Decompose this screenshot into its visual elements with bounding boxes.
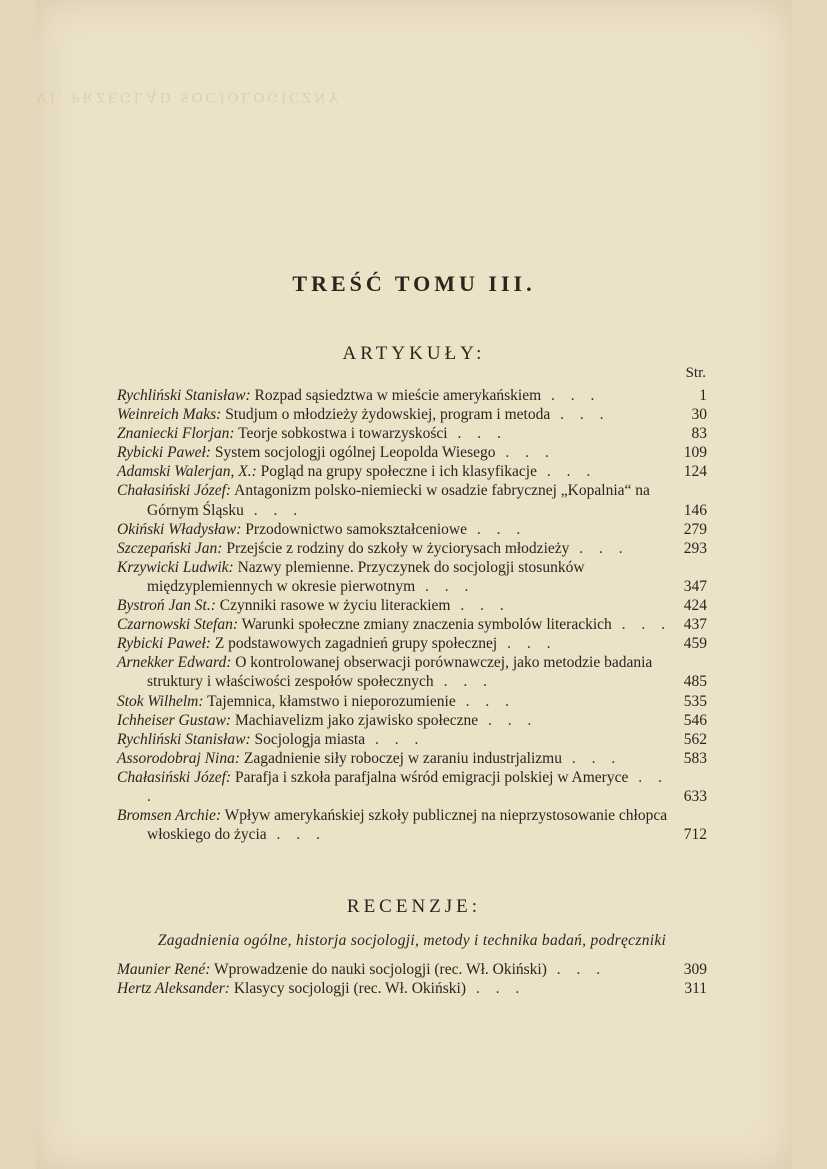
toc-page-number: 583	[683, 749, 707, 767]
toc-title: Zagadnienie siły roboczej w zaraniu industrjalizmu	[243, 749, 562, 767]
toc-page-number: 424	[683, 597, 707, 615]
dot-leader: . . .	[495, 444, 555, 462]
toc-author: Stok Wilhelm:	[117, 692, 204, 710]
dot-leader: . . .	[243, 501, 304, 519]
toc-page-number: 83	[691, 425, 707, 443]
toc-entry-text	[117, 979, 673, 998]
toc-author: Arnekker Edward:	[117, 654, 232, 672]
toc-page-number: 459	[683, 635, 707, 653]
page-column-label: Str.	[685, 365, 706, 381]
toc-page-number: 279	[683, 520, 707, 538]
toc-author: Szczepański Jan:	[117, 539, 223, 557]
toc-entry-text	[117, 405, 673, 424]
toc-title: Przodownictwo samokształceniowe	[245, 520, 467, 538]
dot-leader: . . .	[541, 387, 601, 404]
toc-entry-text	[117, 386, 673, 405]
toc-title: Teorje sobkostwa i towarzyskości	[238, 425, 448, 443]
toc-entry	[117, 481, 707, 519]
toc-entry-text	[117, 481, 673, 519]
toc-author: Bystroń Jan St.:	[117, 597, 216, 615]
toc-author: Hertz Aleksander:	[117, 980, 230, 998]
toc-author: Krzywicki Ludwik:	[117, 558, 234, 576]
toc-author: Maunier René:	[117, 961, 211, 978]
toc-title: Nazwy plemienne. Przyczynek do socjologji stosunków międzyplemiennych w okresie pierwotnym	[147, 558, 585, 595]
toc-title: Parafja i szkoła parafjalna wśród emigracji polskiej w Ameryce	[234, 768, 629, 786]
toc-page-number: 546	[683, 711, 707, 729]
dot-leader: . . .	[365, 730, 425, 748]
toc-entry	[117, 443, 707, 462]
dot-leader: . . .	[450, 597, 510, 615]
toc-title: Studjum o młodzieży żydowskiej, program i metoda	[225, 406, 551, 424]
toc-entry-text	[117, 730, 673, 749]
dot-leader: . . .	[455, 692, 515, 710]
toc-title: Klasycy socjologji (rec. Wł. Okiński)	[233, 980, 466, 998]
toc-entry	[117, 462, 707, 481]
toc-entry-text	[117, 615, 673, 634]
dot-leader: . . .	[466, 520, 527, 538]
toc-page-number: 633	[683, 787, 707, 805]
toc-entry	[117, 558, 707, 596]
toc-entry-text	[117, 462, 673, 481]
dot-leader: . . .	[447, 425, 507, 443]
running-head-bleed-through: VI. PRZEGLĄD SOCJOLOGICZNY	[36, 89, 342, 105]
toc-entry	[117, 520, 707, 539]
dot-leader: . . .	[497, 635, 557, 653]
page-title: TREŚĆ TOMU III.	[292, 271, 536, 296]
toc-title: Wpływ amerykańskiej szkoły publicznej na nieprzystosowanie chłopca włoskiego do życia	[147, 807, 668, 844]
toc-author: Chałasiński Józef:	[117, 482, 232, 500]
toc-entry-text	[117, 558, 673, 596]
toc-entry-text	[117, 634, 673, 653]
toc-page-number: 562	[683, 730, 707, 748]
toc-page-number: 146	[683, 501, 707, 519]
articles-list	[117, 386, 707, 844]
toc-title: Tajemnica, kłamstwo i nieporozumienie	[207, 692, 456, 710]
toc-page-number: 109	[683, 444, 707, 462]
toc-entry	[117, 653, 707, 691]
toc-entry-text	[117, 443, 673, 462]
toc-page-number: 437	[683, 616, 707, 634]
toc-title: Machiavelizm jako zjawisko społeczne	[234, 711, 479, 729]
dot-leader: . . .	[147, 768, 668, 805]
toc-entry-text	[117, 711, 673, 730]
toc-page-number: 293	[683, 539, 707, 557]
toc-author: Bromsen Archie:	[117, 807, 222, 825]
toc-author: Weinreich Maks:	[117, 406, 222, 424]
toc-title: Socjologja miasta	[254, 730, 366, 748]
toc-author: Rychliński Stanisław:	[117, 387, 251, 404]
toc-page-number: 30	[691, 406, 707, 424]
toc-entry-text	[117, 768, 673, 806]
toc-title: Czynniki rasowe w życiu literackiem	[219, 597, 451, 615]
toc-entry	[117, 711, 707, 730]
toc-author: Adamski Walerjan, X.:	[117, 463, 257, 481]
toc-entry-text	[117, 653, 673, 691]
articles-heading: ARTYKUŁY:	[342, 343, 486, 364]
dot-leader: . . .	[415, 577, 475, 595]
dot-leader: . . .	[611, 616, 672, 634]
toc-title: System socjologji ogólnej Leopolda Wiesego	[214, 444, 496, 462]
toc-entry	[117, 979, 707, 998]
toc-entry	[117, 596, 707, 615]
dot-leader: . . .	[266, 826, 326, 844]
toc-entry	[117, 634, 707, 653]
toc-entry-text	[117, 596, 673, 615]
dot-leader: . . .	[537, 463, 597, 481]
toc-page-number: 712	[683, 826, 707, 844]
toc-entry	[117, 405, 707, 424]
toc-author: Rybicki Paweł:	[117, 635, 211, 653]
dot-leader: . . .	[546, 961, 607, 978]
dot-leader: . . .	[465, 980, 526, 998]
toc-entry-text	[117, 539, 673, 558]
toc-author: Rybicki Paweł:	[117, 444, 211, 462]
toc-page-number: 124	[683, 463, 707, 481]
toc-entry-text	[117, 749, 673, 768]
toc-entry-text	[117, 806, 673, 844]
toc-author: Assorodobraj Nina:	[117, 749, 241, 767]
toc-page-number: 485	[683, 673, 707, 691]
toc-page-number: 347	[683, 577, 707, 595]
toc-title: Wprowadzenie do nauki socjologji (rec. Wł. Okiński)	[214, 961, 547, 978]
toc-author: Rychliński Stanisław:	[117, 730, 251, 748]
dot-leader: . . .	[561, 749, 622, 767]
toc-title: O kontrolowanej obserwacji porównawczej, jako metodzie badania struktury i właściwości zespołów społecznych	[147, 654, 653, 691]
toc-author: Chałasiński Józef:	[117, 768, 232, 786]
toc-entry	[117, 539, 707, 558]
toc-entry	[117, 960, 707, 979]
reviews-subheading: Zagadnienia ogólne, historja socjologji, metody i technika badań, podręczniki	[157, 932, 667, 949]
toc-author: Znaniecki Florjan:	[117, 425, 235, 443]
toc-entry	[117, 806, 707, 844]
dot-leader: . . .	[478, 711, 538, 729]
toc-title: Rozpad sąsiedztwa w mieście amerykańskiem	[254, 387, 542, 404]
toc-entry	[117, 424, 707, 443]
toc-entry-text	[117, 424, 673, 443]
toc-entry	[117, 615, 707, 634]
toc-entry-text	[117, 960, 673, 979]
reviews-heading: RECENZJE:	[346, 896, 482, 917]
toc-entry	[117, 692, 707, 711]
toc-author: Ichheiser Gustaw:	[117, 711, 232, 729]
toc-entry	[117, 749, 707, 768]
toc-entry	[117, 730, 707, 749]
toc-entry-text	[117, 692, 673, 711]
toc-title: Antagonizm polsko-niemiecki w osadzie fabrycznej „Kopalnia“ na Górnym Śląsku	[147, 482, 650, 519]
toc-title: Przejście z rodziny do szkoły w życiorysach młodzieży	[226, 539, 570, 557]
toc-page-number: 1	[699, 387, 707, 404]
toc-entry	[117, 768, 707, 806]
dot-leader: . . .	[550, 406, 610, 424]
toc-title: Warunki społeczne zmiany znaczenia symbolów literackich	[241, 616, 612, 634]
toc-page-number: 309	[683, 961, 707, 978]
toc-entry	[117, 386, 707, 405]
reviews-list	[117, 960, 707, 998]
toc-author: Okiński Władysław:	[117, 520, 242, 538]
toc-entry-text	[117, 520, 673, 539]
toc-page-number: 311	[684, 980, 707, 998]
toc-page-number: 535	[683, 692, 707, 710]
toc-author: Czarnowski Stefan:	[117, 616, 238, 634]
toc-title: Pogląd na grupy społeczne i ich klasyfikacje	[260, 463, 537, 481]
dot-leader: . . .	[569, 539, 629, 557]
toc-title: Z podstawowych zagadnień grupy społecznej	[214, 635, 498, 653]
dot-leader: . . .	[433, 673, 493, 691]
